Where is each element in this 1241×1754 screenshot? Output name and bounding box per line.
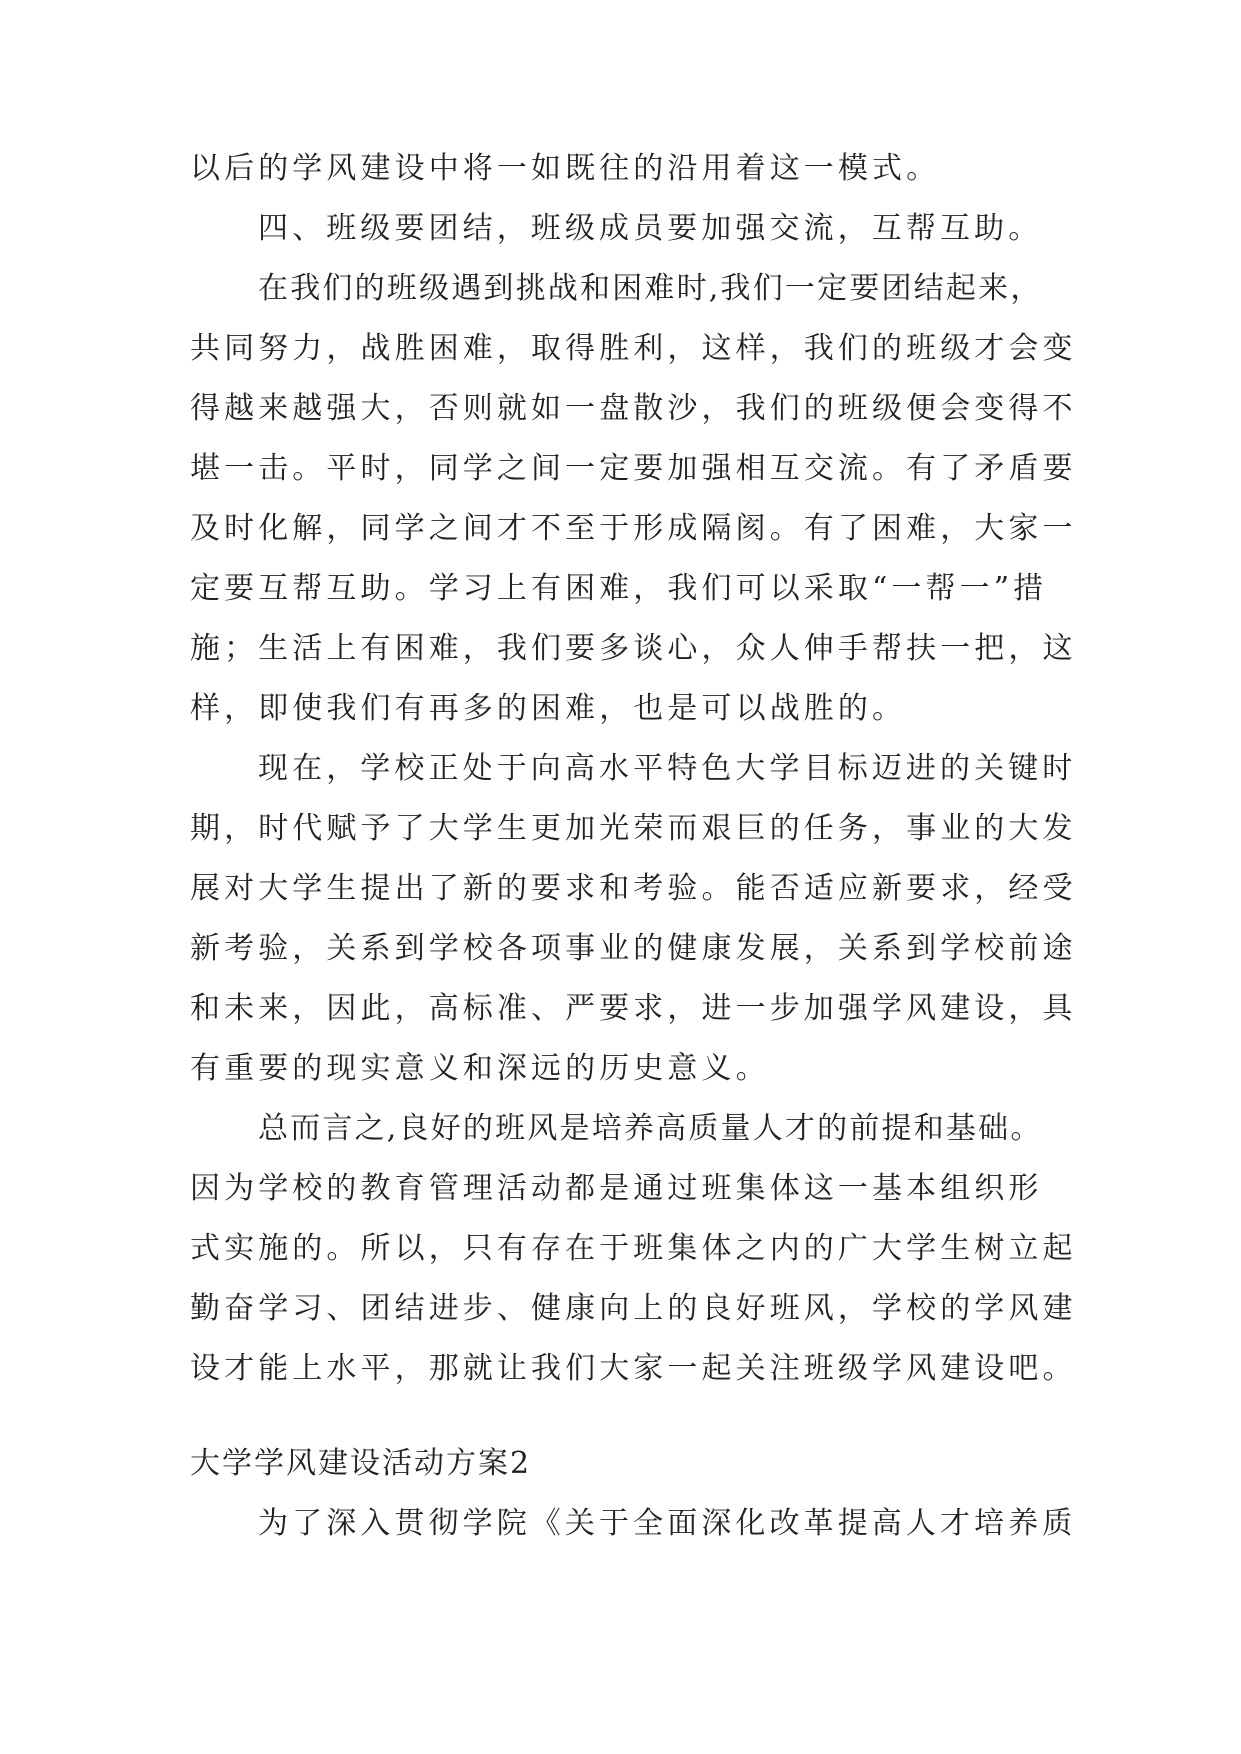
- paragraph-line: 样，即使我们有再多的困难，也是可以战胜的。: [190, 691, 907, 726]
- paragraph-line: 设才能上水平，那就让我们大家一起关注班级学风建设吧。: [190, 1351, 1077, 1386]
- paragraph-line: 和未来，因此，高标准、严要求，进一步加强学风建设，具: [190, 991, 1077, 1026]
- paragraph-line: 总而言之,良好的班风是培养高质量人才的前提和基础。: [258, 1111, 1043, 1146]
- paragraph-line: 得越来越强大，否则就如一盘散沙，我们的班级便会变得不: [190, 391, 1077, 426]
- paragraph-line: 现在，学校正处于向高水平特色大学目标迈进的关键时: [258, 751, 1077, 786]
- paragraph-line: 在我们的班级遇到挑战和困难时,我们一定要团结起来，: [258, 271, 1043, 306]
- paragraph-line: 展对大学生提出了新的要求和考验。能否适应新要求，经受: [190, 871, 1077, 906]
- section-heading: 四、班级要团结，班级成员要加强交流，互帮互助。: [258, 211, 1043, 246]
- paragraph-line: 以后的学风建设中将一如既往的沿用着这一模式。: [190, 151, 941, 186]
- paragraph-line: 为了深入贯彻学院《关于全面深化改革提高人才培养质: [258, 1506, 1077, 1541]
- paragraph-line: 有重要的现实意义和深远的历史意义。: [190, 1051, 770, 1086]
- paragraph-line: 堪一击。平时，同学之间一定要加强相互交流。有了矛盾要: [190, 451, 1077, 486]
- paragraph-line: 式实施的。所以，只有存在于班集体之内的广大学生树立起: [190, 1231, 1077, 1266]
- paragraph-line: 勤奋学习、团结进步、健康向上的良好班风，学校的学风建: [190, 1291, 1077, 1326]
- paragraph-line: 共同努力，战胜困难，取得胜利，这样，我们的班级才会变: [190, 331, 1077, 366]
- paragraph-line: 定要互帮互助。学习上有困难，我们可以采取“一帮一”措: [190, 571, 1048, 606]
- paragraph-line: 期，时代赋予了大学生更加光荣而艰巨的任务，事业的大发: [190, 811, 1077, 846]
- document-title: 大学学风建设活动方案2: [190, 1446, 532, 1481]
- paragraph-line: 因为学校的教育管理活动都是通过班集体这一基本组织形: [190, 1171, 1043, 1206]
- paragraph-line: 及时化解，同学之间才不至于形成隔阂。有了困难，大家一: [190, 511, 1077, 546]
- paragraph-line: 施；生活上有困难，我们要多谈心，众人伸手帮扶一把，这: [190, 631, 1077, 666]
- paragraph-line: 新考验，关系到学校各项事业的健康发展，关系到学校前途: [190, 931, 1077, 966]
